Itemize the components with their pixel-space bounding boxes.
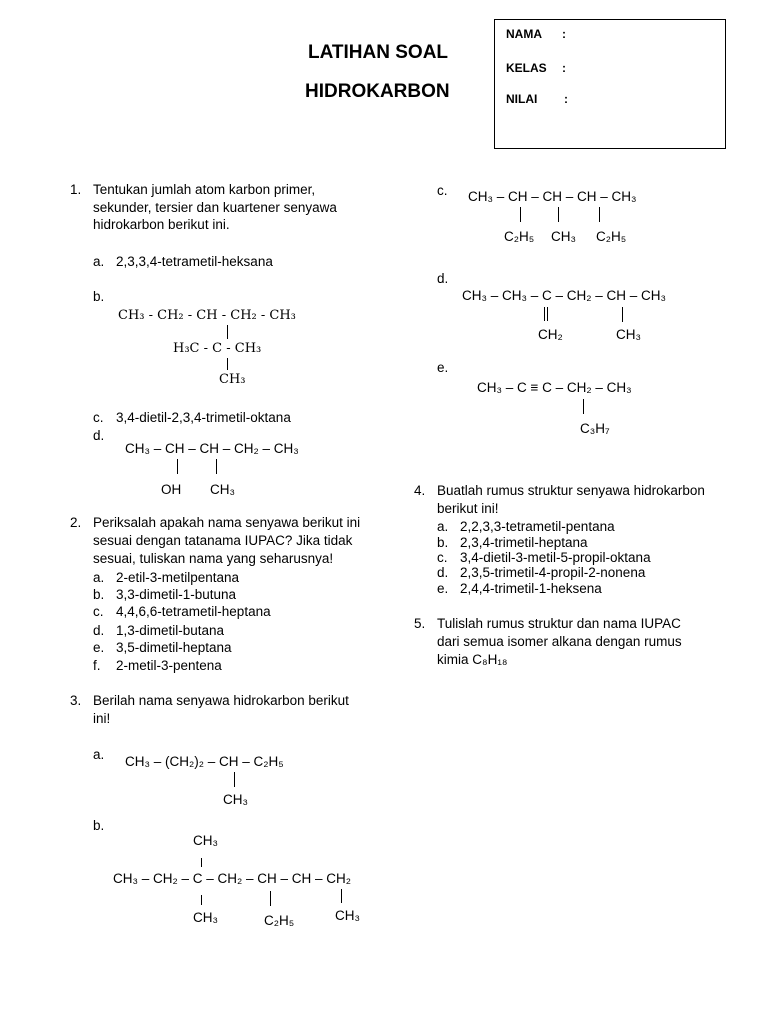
- q2-item-text: 3,3-dimetil-1-butuna: [116, 587, 237, 602]
- q4-item-text: 2,2,3,3-tetrametil-pentana: [460, 519, 615, 534]
- q2-item-text: 3,5-dimetil-heptana: [116, 640, 232, 655]
- q1c-right-bond3: [599, 207, 600, 222]
- q1d-right-label: d.: [437, 271, 449, 286]
- q3a-bond: [234, 772, 235, 787]
- q1c-right-sub1: C₂H₅: [504, 229, 535, 244]
- q1d-main-chain: CH₃ – CH – CH – CH₂ – CH₃: [125, 441, 299, 456]
- q3a-label: a.: [93, 747, 105, 762]
- page-title-line1: LATIHAN SOAL: [308, 42, 449, 63]
- kelas-colon: :: [562, 61, 566, 75]
- q5-number: 5.: [414, 616, 426, 631]
- q4-item-label: a.: [437, 519, 449, 534]
- q3b-sub3: CH₃: [335, 908, 360, 923]
- q1a-label: a.: [93, 254, 105, 269]
- q3b-sub1: CH₃: [193, 910, 218, 925]
- q1e-right-main: CH₃ – C ≡ C – CH₂ – CH₃: [477, 380, 632, 395]
- q4-item-label: c.: [437, 550, 448, 565]
- q1c-right-label: c.: [437, 183, 448, 198]
- q2-text-line1: Periksalah apakah nama senyawa berikut ini: [93, 515, 361, 530]
- q4-number: 4.: [414, 483, 426, 498]
- page-title-line2: HIDROKARBON: [305, 81, 450, 102]
- q3b-label: b.: [93, 818, 105, 833]
- q2-item-label: d.: [93, 623, 105, 638]
- q3a-sub1: CH₃: [223, 792, 248, 807]
- nama-colon: :: [562, 27, 566, 41]
- q1a-text: 2,3,3,4-tetrametil-heksana: [116, 254, 273, 269]
- kelas-label: KELAS: [506, 61, 547, 75]
- nama-label: NAMA: [506, 27, 542, 41]
- q2-item-text: 2-metil-3-pentena: [116, 658, 222, 673]
- q1b-branch: H₃C - C - CH₃: [173, 341, 262, 356]
- q3a-main: CH₃ – (CH₂)₂ – CH – C₂H₅: [125, 754, 284, 769]
- q3b-bond2: [270, 891, 271, 906]
- q1e-right-bond: [583, 399, 584, 414]
- q4-item-label: d.: [437, 565, 449, 580]
- q1c-right-bond2: [558, 207, 559, 222]
- q1c-right-sub3: C₂H₅: [596, 229, 627, 244]
- q3-number: 3.: [70, 693, 82, 708]
- q2-item-label: b.: [93, 587, 105, 602]
- q3b-bond1: [201, 895, 202, 905]
- q1c-right-main: CH₃ – CH – CH – CH – CH₃: [468, 189, 637, 204]
- q3b-top: CH₃: [193, 833, 218, 848]
- nilai-colon: :: [564, 92, 568, 106]
- q1d-right-double-bond: [544, 307, 548, 321]
- q4-item-text: 3,4-dietil-3-metil-5-propil-oktana: [460, 550, 651, 565]
- q3b-bond-top: [201, 858, 202, 867]
- q1d-sub1: OH: [161, 482, 182, 497]
- q1d-sub2: CH₃: [210, 482, 235, 497]
- q2-text-line2: sesuai dengan tatanama IUPAC? Jika tidak: [93, 533, 353, 548]
- q1b-bottom: CH₃: [219, 372, 246, 387]
- student-info-box: [494, 19, 726, 149]
- q1c-right-bond1: [520, 207, 521, 222]
- q1b-bond2: [227, 358, 228, 370]
- q4-item-text: 2,4,4-trimetil-1-heksena: [460, 581, 602, 596]
- q1b-main-chain: CH₃ - CH₂ - CH - CH₂ - CH₃: [118, 308, 296, 323]
- nilai-label: NILAI: [506, 92, 538, 106]
- q5-text-line3: kimia C₈H₁₈: [437, 652, 508, 667]
- q1c-label: c.: [93, 410, 104, 425]
- q1c-right-sub2: CH₃: [551, 229, 576, 244]
- q5-text-line1: Tulislah rumus struktur dan nama IUPAC: [437, 616, 681, 631]
- q1-text-line1: Tentukan jumlah atom karbon primer,: [93, 182, 316, 197]
- q4-item-text: 2,3,5-trimetil-4-propil-2-nonena: [460, 565, 646, 580]
- q2-item-text: 2-etil-3-metilpentana: [116, 570, 240, 585]
- q2-item-text: 1,3-dimetil-butana: [116, 623, 225, 638]
- q2-item-label: f.: [93, 658, 101, 673]
- q3-text-line2: ini!: [93, 711, 111, 726]
- q1d-right-sub1: CH₂: [538, 327, 563, 342]
- q1c-text: 3,4-dietil-2,3,4-trimetil-oktana: [116, 410, 291, 425]
- q1d-label: d.: [93, 428, 105, 443]
- q4-text-line2: berikut ini!: [437, 501, 499, 516]
- q2-item-label: a.: [93, 570, 105, 585]
- q1d-right-bond2: [622, 307, 623, 322]
- q1d-bond2: [216, 459, 217, 474]
- q2-item-label: e.: [93, 640, 105, 655]
- q2-text-line3: sesuai, tuliskan nama yang seharusnya!: [93, 551, 334, 566]
- q1-text-line3: hidrokarbon berikut ini.: [93, 217, 230, 232]
- q4-item-text: 2,3,4-trimetil-heptana: [460, 535, 588, 550]
- q4-item-label: b.: [437, 535, 449, 550]
- q1e-right-label: e.: [437, 360, 449, 375]
- q1d-right-sub2: CH₃: [616, 327, 641, 342]
- q1b-label: b.: [93, 289, 105, 304]
- q3b-main: CH₃ – CH₂ – C – CH₂ – CH – CH – CH₂: [113, 871, 352, 886]
- q3b-sub2: C₂H₅: [264, 913, 295, 928]
- q1d-bond1: [177, 459, 178, 474]
- q3b-bond3: [341, 889, 342, 903]
- q4-item-label: e.: [437, 581, 449, 596]
- q3-text-line1: Berilah nama senyawa hidrokarbon berikut: [93, 693, 349, 708]
- q1-text-line2: sekunder, tersier dan kuartener senyawa: [93, 200, 337, 215]
- q5-text-line2: dari semua isomer alkana dengan rumus: [437, 634, 682, 649]
- q2-item-label: c.: [93, 604, 104, 619]
- q1e-right-sub1: C₃H₇: [580, 421, 610, 436]
- q1-number: 1.: [70, 182, 82, 197]
- q1d-right-main: CH₃ – CH₃ – C – CH₂ – CH – CH₃: [462, 288, 667, 303]
- q2-number: 2.: [70, 515, 82, 530]
- q4-text-line1: Buatlah rumus struktur senyawa hidrokarbon: [437, 483, 705, 498]
- q2-item-text: 4,4,6,6-tetrametil-heptana: [116, 604, 271, 619]
- q1b-bond: [227, 325, 228, 339]
